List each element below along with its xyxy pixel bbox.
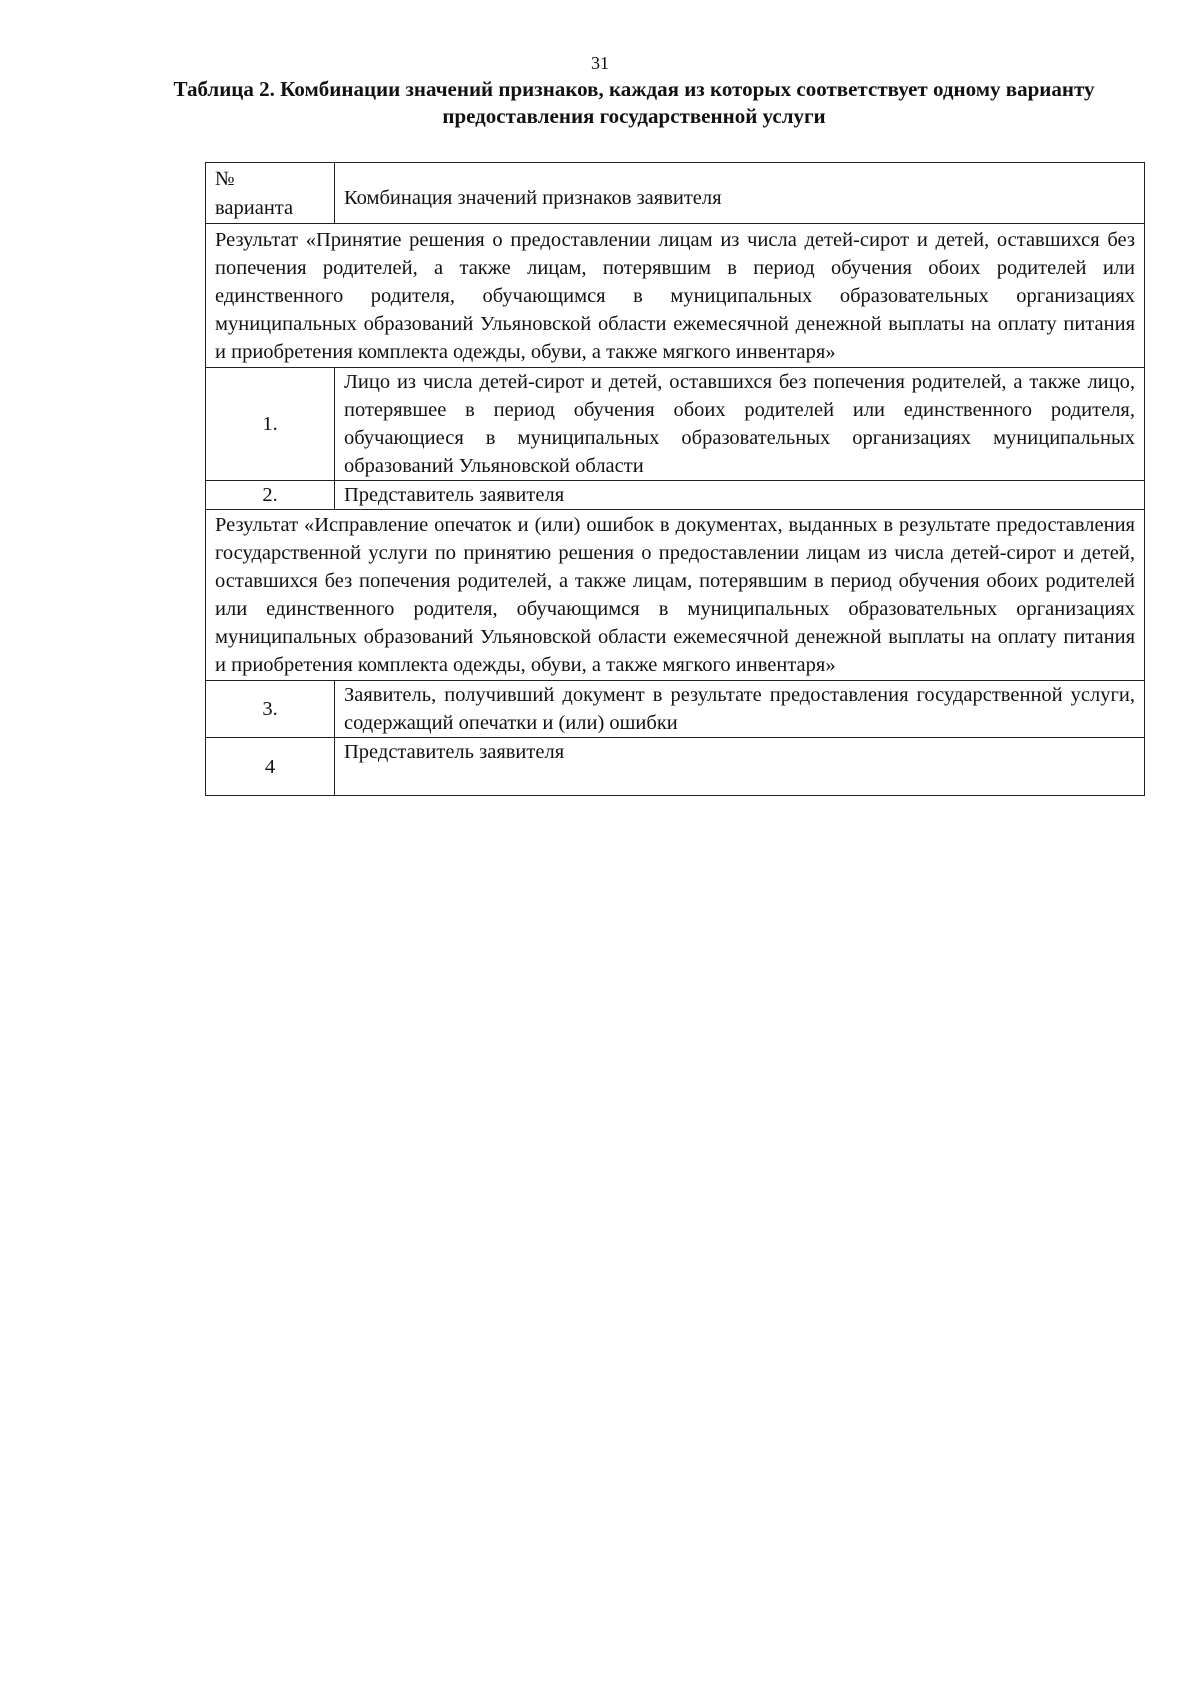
- variant-number: 1.: [206, 368, 335, 481]
- table-title: Таблица 2. Комбинации значений признаков, каждая из которых соответствует одному варианту предоставления государственной услуги: [173, 77, 1095, 128]
- table-header-row: [206, 163, 1145, 224]
- result-text: Результат «Исправление опечаток и (или) ошибок в документах, выданных в результате предоставления государственной услуги по принятию решения о предоставлении лицам из числа детей-сирот и детей, оставшихся без попечения родителей, а также лицам, потерявшим в период обучения обоих родителей или единственного родителя, обучающимся в муниципальных образовательных организациях муниципальных образований Ульяновской области ежемесячной денежной выплаты на оплату питания и приобретения комплекта одежды, обуви, а также мягкого инвентаря»: [206, 510, 1145, 681]
- variant-number: 4: [206, 738, 335, 796]
- page-number: 31: [591, 53, 609, 73]
- header-number-cell: [206, 163, 335, 224]
- header-variant-label: варианта: [215, 197, 294, 219]
- header-number-symbol: №: [215, 168, 235, 190]
- variant-row: [206, 681, 1145, 738]
- variants-table: [205, 162, 1145, 796]
- variant-number: 2.: [206, 481, 335, 510]
- variant-text: Лицо из числа детей-сирот и детей, оставшихся без попечения родителей, а также лицо, потерявшее в период обучения обоих родителей или единственного родителя, обучающиеся в муниципальных образовательных организациях муниципальных образований Ульяновской области: [335, 368, 1145, 481]
- variant-row: [206, 481, 1145, 510]
- variant-text: Представитель заявителя: [335, 738, 1145, 796]
- result-row: [206, 510, 1145, 681]
- header-combination-label: Комбинация значений признаков заявителя: [335, 163, 1145, 224]
- variant-row: [206, 368, 1145, 481]
- variant-row: [206, 738, 1145, 796]
- result-row: [206, 224, 1145, 368]
- variant-number: 3.: [206, 681, 335, 738]
- result-text: Результат «Принятие решения о предоставлении лицам из числа детей-сирот и детей, оставшихся без попечения родителей, а также лицам, потерявшим в период обучения обоих родителей или единственного родителя, обучающимся в муниципальных образовательных организациях муниципальных образований Ульяновской области ежемесячной денежной выплаты на оплату питания и приобретения комплекта одежды, обуви, а также мягкого инвентаря»: [206, 224, 1145, 368]
- variant-text: Заявитель, получивший документ в результате предоставления государственной услуги, содержащий опечатки и (или) ошибки: [335, 681, 1145, 738]
- variant-text: Представитель заявителя: [335, 481, 1145, 510]
